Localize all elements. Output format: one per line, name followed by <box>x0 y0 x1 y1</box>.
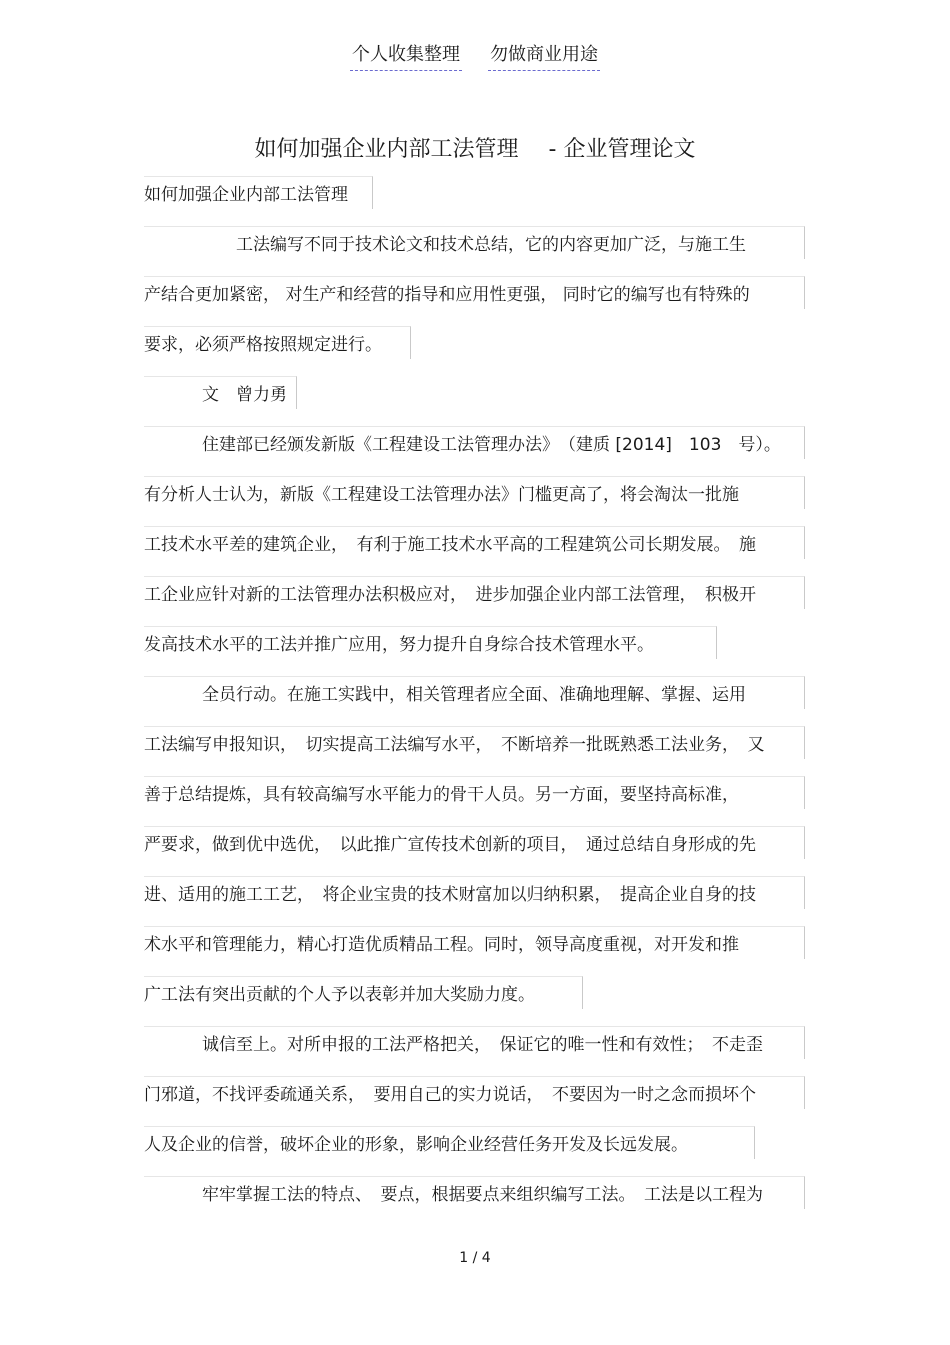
title-suffix: - 企业管理论文 <box>548 137 696 162</box>
para2-line-2: 工法编写申报知识， 切实提高工法编写水平， 不断培养一批既熟悉工法业务， 又 <box>144 735 765 755</box>
page-header <box>0 40 950 71</box>
header-right-text: 勿做商业用途 <box>488 40 600 71</box>
para2-line-6: 术水平和管理能力，精心打造优质精品工程。同时，领导高度重视，对开发和推 <box>144 935 739 955</box>
para3-line-3: 人及企业的信誉，破坏企业的形象，影响企业经营任务开发及长远发展。 <box>144 1135 688 1155</box>
para2-line-1: 全员行动。在施工实践中，相关管理者应全面、准确地理解、掌握、运用 <box>202 685 746 705</box>
para1-line-4: 工企业应针对新的工法管理办法积极应对， 进步加强企业内部工法管理， 积极开 <box>144 585 756 605</box>
para2-line-5: 进、适用的施工工艺， 将企业宝贵的技术财富加以归纳积累， 提高企业自身的技 <box>144 885 756 905</box>
author-line: 文 曾力勇 <box>202 385 287 405</box>
document-title <box>0 132 950 163</box>
para3-line-1: 诚信至上。对所申报的工法严格把关， 保证它的唯一性和有效性； 不走歪 <box>202 1035 763 1055</box>
para1-line-1: 住建部已经颁发新版《工程建设工法管理办法》 （建质 [2014] 103 号）。 <box>202 435 781 455</box>
para2-line-3: 善于总结提炼，具有较高编写水平能力的骨干人员。另一方面，要坚持高标准， <box>144 785 739 805</box>
para2-line-4: 严要求，做到优中选优， 以此推广宣传技术创新的项目， 通过总结自身形成的先 <box>144 835 756 855</box>
page-number: 1 / 4 <box>459 1250 491 1266</box>
para4-line-1: 牢牢掌握工法的特点、 要点，根据要点来组织编写工法。 工法是以工程为 <box>202 1185 763 1205</box>
para3-line-2: 门邪道，不找评委疏通关系， 要用自己的实力说话， 不要因为一时之念而损坏个 <box>144 1085 756 1105</box>
header-left-text: 个人收集整理 <box>350 40 462 71</box>
abstract-line-3: 要求，必须严格按照规定进行。 <box>144 335 382 355</box>
title-main: 如何加强企业内部工法管理 <box>254 137 519 162</box>
para1-line-5: 发高技术水平的工法并推广应用，努力提升自身综合技术管理水平。 <box>144 635 654 655</box>
abstract-line-1: 工法编写不同于技术论文和技术总结，它的内容更加广泛，与施工生 <box>236 235 746 255</box>
para1-line-2: 有分析人士认为，新版《工程建设工法管理办法》门槛更高了，将会淘汰一批施 <box>144 485 739 505</box>
abstract-line-2: 产结合更加紧密， 对生产和经营的指导和应用性更强， 同时它的编写也有特殊的 <box>144 285 750 305</box>
para1-line-3: 工技术水平差的建筑企业， 有利于施工技术水平高的工程建筑公司长期发展。 施 <box>144 535 756 555</box>
subtitle: 如何加强企业内部工法管理 <box>144 185 348 205</box>
para2-line-7: 广工法有突出贡献的个人予以表彰并加大奖励力度。 <box>144 985 535 1005</box>
